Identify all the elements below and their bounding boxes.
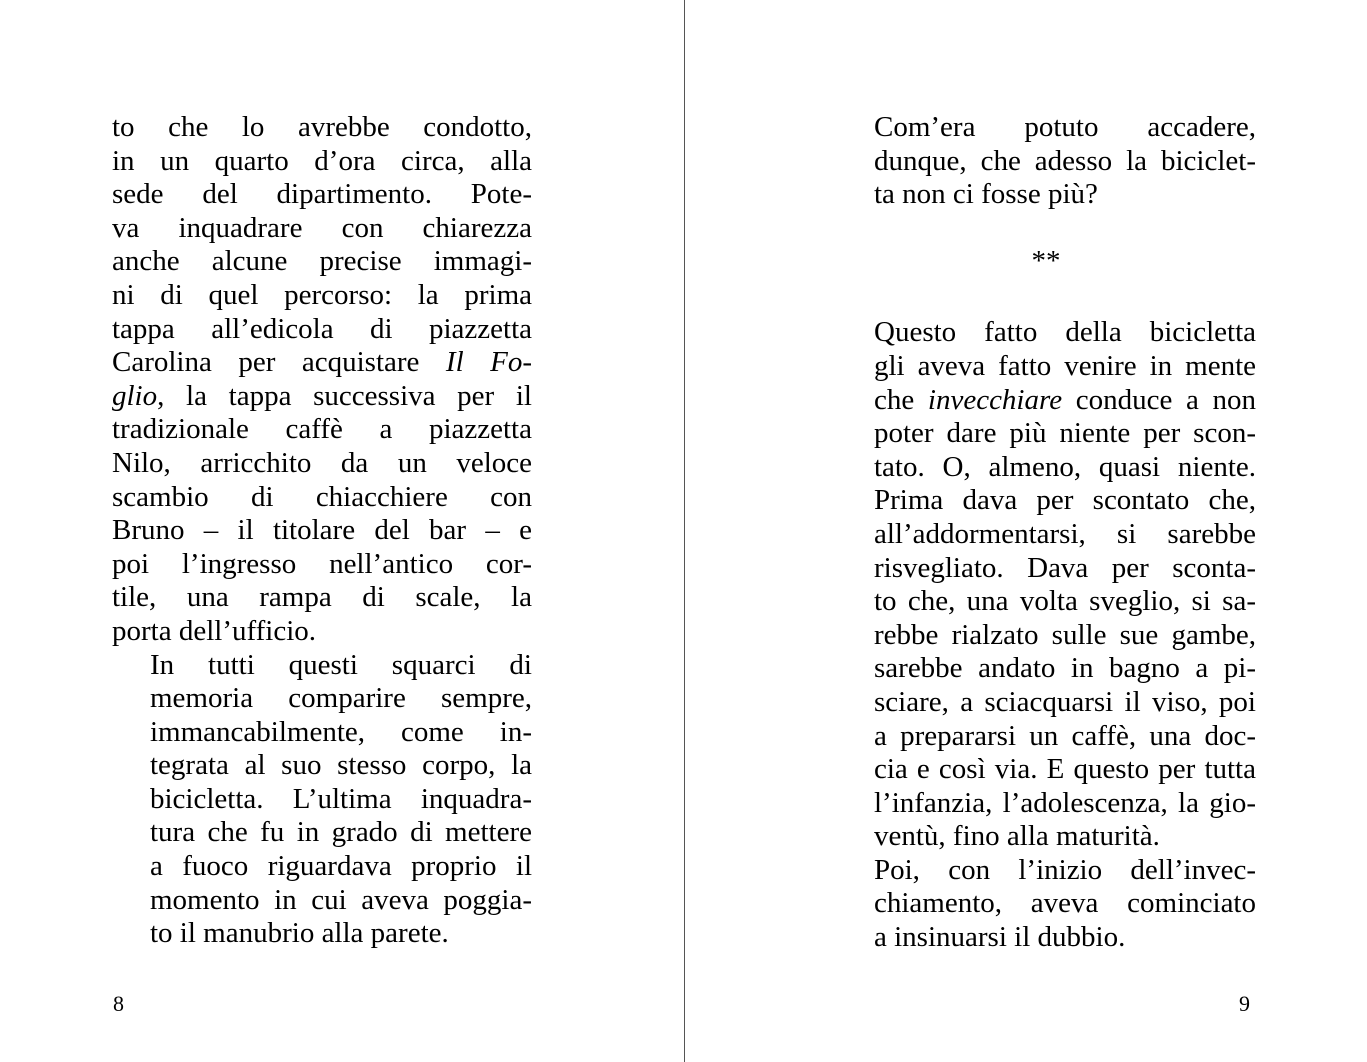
- text-line: memoria comparire sempre,: [150, 682, 532, 715]
- text-line: to che, una volta sveglio, si sa-: [874, 585, 1256, 618]
- text-line: tile, una rampa di scale, la: [112, 581, 532, 614]
- text-line: chiamento, aveva cominciato: [874, 887, 1256, 920]
- italic-text: glio: [112, 379, 158, 412]
- page-gutter: [684, 0, 685, 1062]
- text-line: che invecchiare conduce a non: [874, 383, 1256, 416]
- text-line: ventù, fino alla maturità.: [874, 820, 1160, 853]
- text-line: tegrata al suo stesso corpo, la: [150, 749, 532, 782]
- right-paragraph-3: [836, 854, 1256, 955]
- italic-text: invecchiare: [927, 383, 1063, 416]
- text-line: Com’era potuto accadere,: [874, 111, 1256, 143]
- text-line: immancabilmente, come in-: [150, 715, 532, 748]
- text-line: cia e così via. E questo per tutta: [874, 753, 1256, 786]
- text-line: In tutti questi squarci di: [150, 648, 532, 681]
- text-line: Prima dava per scontato che,: [874, 484, 1256, 517]
- text-line: poter dare più niente per scon-: [874, 417, 1256, 450]
- right-paragraph-1: [836, 111, 1256, 212]
- text-line: gli aveva fatto venire in mente: [874, 349, 1256, 382]
- text-line: risvegliato. Dava per sconta-: [874, 551, 1256, 584]
- page-number-left: 8: [113, 991, 124, 1016]
- text-line: tradizionale caffè a piazzetta: [112, 413, 532, 446]
- text-line: tato. O, almeno, quasi niente.: [874, 450, 1256, 483]
- text-line: in un quarto d’ora circa, alla: [112, 144, 532, 177]
- left-paragraph-2: [112, 649, 532, 951]
- left-page: [112, 111, 532, 951]
- text-line: sciare, a sciacquarsi il viso, poi: [874, 685, 1256, 718]
- text-line: porta dell’ufficio.: [112, 614, 317, 647]
- text-line: rebbe rialzato sulle sue gambe,: [874, 618, 1256, 651]
- text-line: bicicletta. L’ultima inquadra-: [150, 782, 532, 815]
- text-line: va inquadrare con chiarezza: [112, 211, 532, 244]
- text-line: to il manubrio alla parete.: [150, 917, 449, 950]
- text-line: anche alcune precise immagi-: [112, 245, 532, 278]
- text-line: sede del dipartimento. Pote-: [112, 178, 532, 211]
- page-number-right: 9: [1239, 991, 1250, 1016]
- text-line: ni di quel percorso: la prima: [112, 278, 532, 311]
- text-line: tappa all’edicola di piazzetta: [112, 312, 532, 345]
- text-line: poi l’ingresso nell’antico cor-: [112, 547, 532, 580]
- text-line: ta non ci fosse più?: [874, 178, 1098, 211]
- text-line: Nilo, arricchito da un veloce: [112, 446, 532, 479]
- text-line: dunque, che adesso la biciclet-: [874, 144, 1256, 177]
- text-line: sarebbe andato in bagno a pi-: [874, 652, 1256, 685]
- text-line: glio, la tappa successiva per il: [112, 379, 532, 412]
- text-line: to che lo avrebbe condotto,: [112, 111, 532, 143]
- text-line: scambio di chiacchiere con: [112, 480, 532, 513]
- text-line: all’addormentarsi, si sarebbe: [874, 517, 1256, 550]
- italic-text: Il Fo-: [445, 346, 532, 379]
- text-line: a prepararsi un caffè, una doc-: [874, 719, 1256, 752]
- text-line: a fuoco riguardava proprio il: [150, 850, 532, 883]
- right-paragraph-2: [836, 316, 1256, 854]
- right-page: [836, 111, 1256, 955]
- text-line: l’infanzia, l’adolescenza, la gio-: [874, 786, 1256, 819]
- text-line: Carolina per acquistare Il Fo-: [112, 346, 532, 379]
- text-line: tura che fu in grado di mettere: [150, 816, 532, 849]
- text-line: a insinuarsi il dubbio.: [874, 921, 1126, 954]
- text-line: Questo fatto della bicicletta: [874, 316, 1256, 349]
- left-paragraph-1: [112, 111, 532, 649]
- text-line: Bruno – il titolare del bar – e: [112, 514, 532, 547]
- text-line: momento in cui aveva poggia-: [150, 883, 532, 916]
- section-separator: **: [1031, 244, 1061, 277]
- text-line: Poi, con l’inizio dell’invec-: [874, 853, 1256, 886]
